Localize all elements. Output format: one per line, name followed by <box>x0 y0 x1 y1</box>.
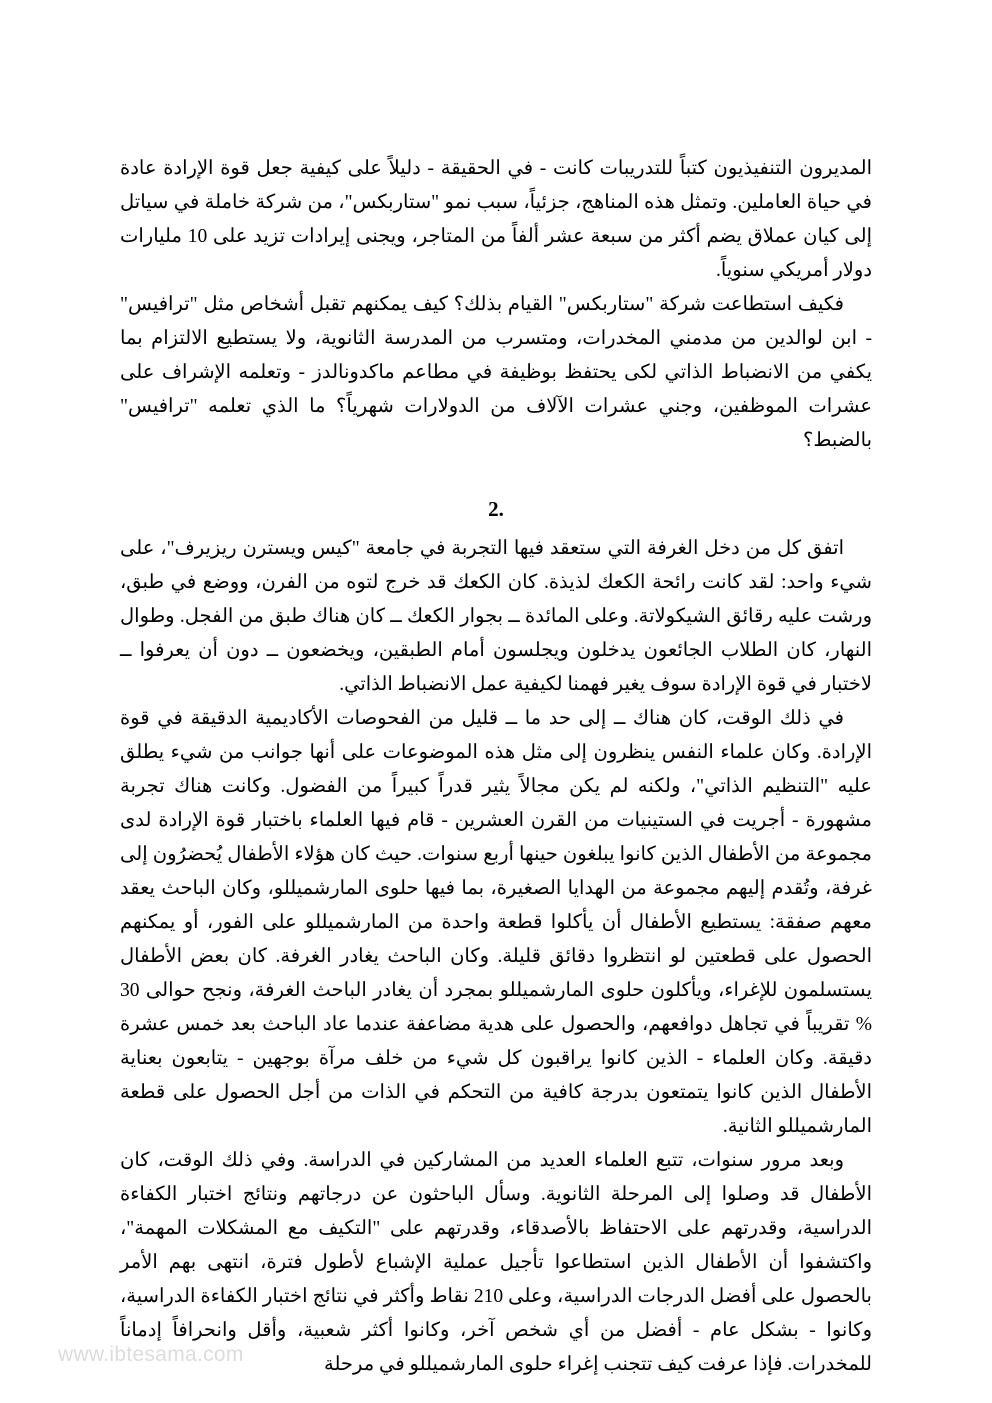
page-content <box>120 152 872 1382</box>
paragraph-followup-results: وبعد مرور سنوات، تتبع العلماء العديد من المشاركين في الدراسة. وفي ذلك الوقت، كان الأطفال قد وصلوا إلى المرحلة الثانوية. وسأل الباحثون عن درجاتهم ونتائج اختبار الكفاءة الدراسية، وقدرتهم على الاحتفاظ بالأصدقاء، وقدرتهم على "التكيف مع المشكلات المهمة"، واكتشفوا أن الأطفال الذين استطاعوا تأجيل عملية الإشباع لأطول فترة، انتهى بهم الأمر بالحصول على أفضل الدرجات الدراسية، وعلى 210 نقاط وأكثر في نتائج اختبار الكفاءة الدراسية، وكانوا - بشكل عام - أفضل من أي شخص آخر، وكانوا أكثر شعبية، وأقل وانحرافاً إدماناً للمخدرات. فإذا عرفت كيف تتجنب إغراء حلوى المارشميللو في مرحلة <box>120 1150 872 1375</box>
heading-spacer-above <box>120 458 872 492</box>
paragraph-starbucks-question: فكيف استطاعت شركة "ستاربكس" القيام بذلك؟ كيف يمكنهم تقبل أشخاص مثل "ترافيس" - ابن لوالدين من مدمني المخدرات، ومتسرب من المدرسة الثانوية، ولا يستطيع الالتزام بما يكفي من الانضباط الذاتي لكى يحتفظ بوظيفة في مطاعم ماكدونالدز - وتعلمه الإشراف على عشرات الموظفين، وجني عشرات الآلاف من الدولارات شهرياً؟ ما الذي تعلمه "ترافيس" بالضبط؟ <box>120 294 872 451</box>
paragraph-cookie-experiment: اتفق كل من دخل الغرفة التي ستعقد فيها التجربة في جامعة "كيس ويسترن ريزيرف"، على شيء واحد: لقد كانت رائحة الكعك لذيذة. كان الكعك قد خرج لتوه من الفرن، ووضع في طبق، ورشت عليه رقائق الشيكولاتة. وعلى المائدة ــ بجوار الكعك ــ كان هناك طبق من الفجل. وطوال النهار، كان الطلاب الجائعون يدخلون ويجلسون أمام الطبقين، ويخضعون ــ دون أن يعرفوا ــ لاختبار في قوة الإرادة سوف يغير فهمنا لكيفية عمل الانضباط الذاتي. <box>120 538 872 695</box>
paragraph-continuation: المديرون التنفيذيون كتباً للتدريبات كانت - في الحقيقة - دليلاً على كيفية جعل قوة الإرادة عادة في حياة العاملين. وتمثل هذه المناهج، جزئياً، سبب نمو "ستاربكس"، من شركة خاملة في سياتل إلى كيان عملاق يضم أكثر من سبعة عشر ألفاً من المتاجر، ويجنى إيرادات تزيد على 10 مليارات دولار أمريكي سنوياً. <box>120 158 872 281</box>
section-heading-number: .2 <box>488 497 504 521</box>
site-watermark: www.ibtesama.com <box>58 1343 244 1366</box>
paragraph-marshmallow-study: في ذلك الوقت، كان هناك ــ إلى حد ما ــ قليل من الفحوصات الأكاديمية الدقيقة في قوة الإرادة. وكان علماء النفس ينظرون إلى مثل هذه الموضوعات على أنها جوانب من شيء يطلق عليه "التنظيم الذاتي"، ولكنه لم يكن مجالاً يثير قدراً كبيراً من الفضول. وكانت هناك تجربة مشهورة - أجريت في الستينيات من القرن العشرين - قام فيها العلماء باختبار قوة الإرادة لدى مجموعة من الأطفال الذين كانوا يبلغون حينها أربع سنوات. حيث كان هؤلاء الأطفال يُحضرُون إلى غرفة، وتُقدم إليهم مجموعة من الهدايا الصغيرة، بما فيها حلوى المارشميللو، وكان الباحث يعقد معهم صفقة: يستطيع الأطفال أن يأكلوا قطعة واحدة من المارشميللو على الفور، أو يمكنهم الحصول على قطعتين لو انتظروا دقائق قليلة. وكان الباحث يغادر الغرفة. كان بعض الأطفال يستسلمون للإغراء، ويأكلون حلوى المارشميللو بمجرد أن يغادر الباحث الغرفة، ونجح حوالى 30 % تقريباً في تجاهل دوافعهم، والحصول على هدية مضاعفة عندما عاد الباحث بعد خمس عشرة دقيقة. وكان العلماء - الذين كانوا يراقبون كل شيء من خلف مرآة بوجهين - يتابعون بعناية الأطفال الذين كانوا يتمتعون بدرجة كافية من التحكم في الذات من أجل الحصول على قطعة المارشميللو الثانية. <box>120 708 872 1137</box>
